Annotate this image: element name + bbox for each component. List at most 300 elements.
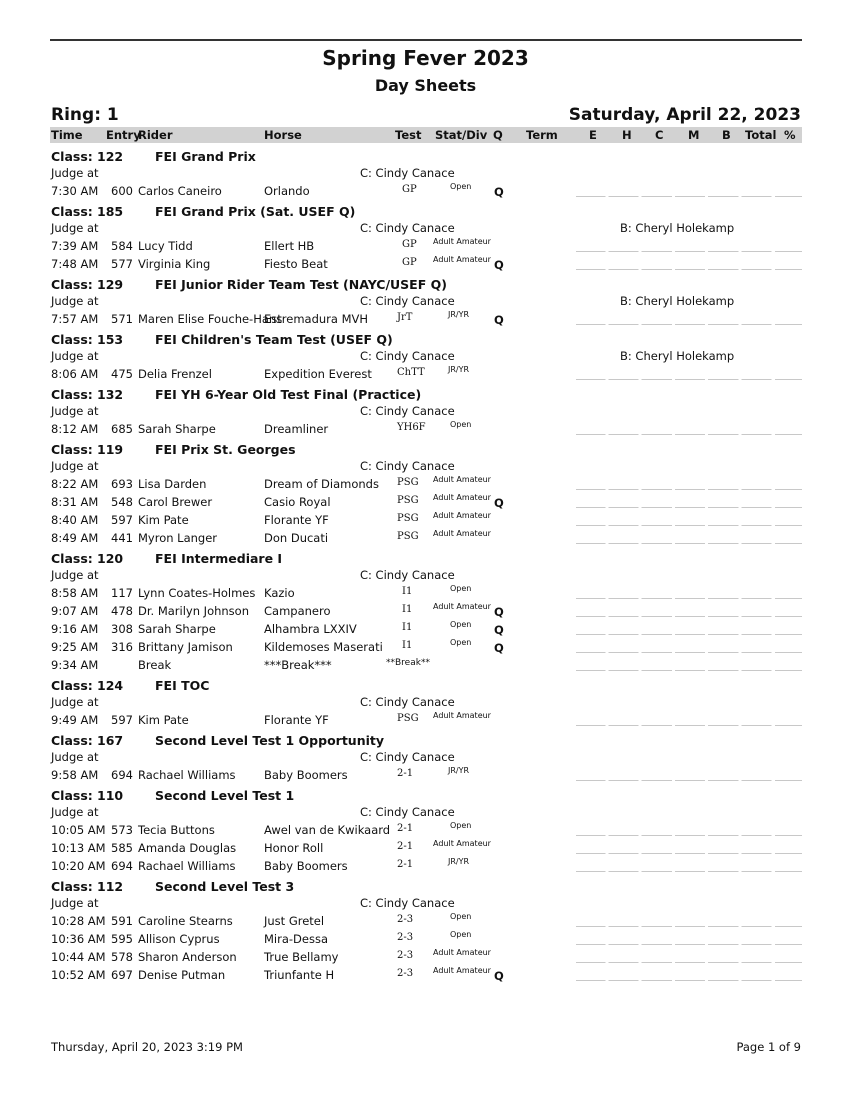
division: JR/YR <box>448 310 470 319</box>
judge-line <box>0 568 851 583</box>
division: Open <box>450 912 472 921</box>
entry-row <box>0 929 851 947</box>
division: Adult Amateur <box>433 511 491 520</box>
rider-name: Break <box>138 658 172 672</box>
horse-name: Expedition Everest <box>264 367 372 381</box>
c-judge: C: Cindy Canace <box>360 805 455 819</box>
entry-row <box>0 309 851 327</box>
entry-number: 600 <box>111 184 133 198</box>
rider-name: Dr. Marilyn Johnson <box>138 604 249 618</box>
class-name: FEI Prix St. Georges <box>155 442 296 457</box>
judge-line <box>0 695 851 710</box>
qualifier-mark: Q <box>494 313 504 327</box>
class-number: 132 <box>97 387 124 402</box>
division: Adult Amateur <box>433 493 491 502</box>
division: Adult Amateur <box>433 237 491 246</box>
horse-name: Campanero <box>264 604 331 618</box>
test-code: 2-1 <box>397 823 414 834</box>
class-number: 129 <box>97 277 124 292</box>
col-test: Test <box>395 128 422 142</box>
score-lines <box>576 725 802 726</box>
score-lines <box>576 853 802 854</box>
horse-name: Alhambra LXXIV <box>264 622 357 636</box>
ride-time: 8:12 AM <box>51 422 99 436</box>
schedule-date: Saturday, April 22, 2023 <box>568 105 801 125</box>
judge-line <box>0 221 851 236</box>
class-label: Class: <box>51 788 93 803</box>
class-section <box>0 551 851 678</box>
score-lines <box>576 926 802 927</box>
class-label: Class: <box>51 442 93 457</box>
entry-row <box>0 474 851 492</box>
horse-name: True Bellamy <box>264 950 339 964</box>
horse-name: Baby Boomers <box>264 768 348 782</box>
division: Open <box>450 821 472 830</box>
horse-name: ***Break*** <box>264 658 332 672</box>
class-label: Class: <box>51 678 93 693</box>
class-label: Class: <box>51 149 93 164</box>
class-list <box>0 149 851 988</box>
c-judge: C: Cindy Canace <box>360 896 455 910</box>
horse-name: Baby Boomers <box>264 859 348 873</box>
b-judge: B: Cheryl Holekamp <box>620 349 735 363</box>
entry-row <box>0 236 851 254</box>
col-m: M <box>688 128 700 142</box>
qualifier-mark: Q <box>494 605 504 619</box>
entry-number: 597 <box>111 513 133 527</box>
judge-line <box>0 166 851 181</box>
c-judge: C: Cindy Canace <box>360 568 455 582</box>
horse-name: Dream of Diamonds <box>264 477 379 491</box>
entry-row <box>0 254 851 272</box>
test-code: 2-3 <box>397 932 414 943</box>
division: Open <box>450 420 472 429</box>
ride-time: 8:40 AM <box>51 513 99 527</box>
class-number: 119 <box>97 442 124 457</box>
judge-line <box>0 349 851 364</box>
horse-name: Just Gretel <box>264 914 325 928</box>
division: Adult Amateur <box>433 529 491 538</box>
judge-at-label: Judge at <box>51 568 99 582</box>
division: Open <box>450 930 472 939</box>
division: Adult Amateur <box>433 602 491 611</box>
judge-at-label: Judge at <box>51 166 99 180</box>
ride-time: 10:44 AM <box>51 950 106 964</box>
division: JR/YR <box>448 857 470 866</box>
col-entry: Entry <box>106 128 141 142</box>
rider-name: Kim Pate <box>138 513 189 527</box>
class-name: FEI TOC <box>155 678 210 693</box>
rider-name: Lucy Tidd <box>138 239 193 253</box>
ride-time: 7:57 AM <box>51 312 99 326</box>
test-code: I1 <box>402 640 413 651</box>
class-heading <box>0 678 851 695</box>
entry-number: 578 <box>111 950 133 964</box>
entry-number: 584 <box>111 239 133 253</box>
entry-number: 577 <box>111 257 133 271</box>
score-lines <box>576 543 802 544</box>
qualifier-mark: Q <box>494 969 504 983</box>
class-heading <box>0 879 851 896</box>
class-section <box>0 879 851 988</box>
class-heading <box>0 277 851 294</box>
entry-number: 573 <box>111 823 133 837</box>
event-title: Spring Fever 2023 <box>322 46 529 70</box>
score-lines <box>576 598 802 599</box>
horse-name: Ellert HB <box>264 239 315 253</box>
score-lines <box>576 980 802 981</box>
score-lines <box>576 434 802 435</box>
col-percent: % <box>784 128 796 142</box>
ride-time: 10:28 AM <box>51 914 106 928</box>
c-judge: C: Cindy Canace <box>360 349 455 363</box>
rider-name: Carlos Caneiro <box>138 184 222 198</box>
entry-row <box>0 820 851 838</box>
class-number: 122 <box>97 149 124 164</box>
c-judge: C: Cindy Canace <box>360 221 455 235</box>
horse-name: Orlando <box>264 184 310 198</box>
entry-row <box>0 528 851 546</box>
qualifier-mark: Q <box>494 623 504 637</box>
rider-name: Denise Putman <box>138 968 226 982</box>
c-judge: C: Cindy Canace <box>360 166 455 180</box>
c-judge: C: Cindy Canace <box>360 695 455 709</box>
rider-name: Sarah Sharpe <box>138 422 216 436</box>
qualifier-mark: Q <box>494 496 504 510</box>
class-heading <box>0 551 851 568</box>
test-code: ChTT <box>397 367 425 378</box>
rider-name: Kim Pate <box>138 713 189 727</box>
test-code: GP <box>402 184 417 195</box>
entry-row <box>0 601 851 619</box>
ride-time: 9:34 AM <box>51 658 99 672</box>
ring-label: Ring: 1 <box>51 105 119 125</box>
entry-number: 548 <box>111 495 133 509</box>
rider-name: Myron Langer <box>138 531 218 545</box>
division: Adult Amateur <box>433 711 491 720</box>
score-lines <box>576 634 802 635</box>
rider-name: Amanda Douglas <box>138 841 237 855</box>
c-judge: C: Cindy Canace <box>360 404 455 418</box>
rider-name: Sarah Sharpe <box>138 622 216 636</box>
rider-name: Lisa Darden <box>138 477 207 491</box>
class-name: Second Level Test 1 Opportunity <box>155 733 384 748</box>
rider-name: Virginia King <box>138 257 211 271</box>
class-label: Class: <box>51 879 93 894</box>
qualifier-mark: Q <box>494 185 504 199</box>
entry-row <box>0 619 851 637</box>
col-horse: Horse <box>264 128 302 142</box>
class-label: Class: <box>51 204 93 219</box>
entry-number: 685 <box>111 422 133 436</box>
b-judge: B: Cheryl Holekamp <box>620 294 735 308</box>
horse-name: Mira-Dessa <box>264 932 329 946</box>
entry-row <box>0 637 851 655</box>
entry-number: 475 <box>111 367 133 381</box>
rider-name: Sharon Anderson <box>138 950 237 964</box>
judge-line <box>0 896 851 911</box>
class-name: FEI Grand Prix <box>155 149 256 164</box>
judge-at-label: Judge at <box>51 750 99 764</box>
horse-name: Florante YF <box>264 713 329 727</box>
division: Open <box>450 584 472 593</box>
division: Open <box>450 620 472 629</box>
rider-name: Rachael Williams <box>138 768 236 782</box>
entry-number: 694 <box>111 859 133 873</box>
division: JR/YR <box>448 766 470 775</box>
score-lines <box>576 525 802 526</box>
class-name: FEI Children's Team Test (USEF Q) <box>155 332 393 347</box>
entry-row <box>0 583 851 601</box>
section-gap <box>0 983 851 988</box>
division: Adult Amateur <box>433 255 491 264</box>
horse-name: Triunfante H <box>264 968 335 982</box>
page-subtitle: Day Sheets <box>374 76 477 95</box>
ride-time: 10:36 AM <box>51 932 106 946</box>
top-rule <box>50 39 802 41</box>
entry-number: 595 <box>111 932 133 946</box>
division: Open <box>450 638 472 647</box>
rider-name: Tecia Buttons <box>138 823 215 837</box>
class-number: 120 <box>97 551 124 566</box>
class-number: 167 <box>97 733 124 748</box>
test-code: PSG <box>397 713 419 724</box>
judge-at-label: Judge at <box>51 896 99 910</box>
test-code: I1 <box>402 586 413 597</box>
entry-row <box>0 181 851 199</box>
score-lines <box>576 871 802 872</box>
class-heading <box>0 149 851 166</box>
horse-name: Fiesto Beat <box>264 257 328 271</box>
ride-time: 9:16 AM <box>51 622 99 636</box>
division: Adult Amateur <box>433 966 491 975</box>
ride-time: 10:20 AM <box>51 859 106 873</box>
test-code: GP <box>402 239 417 250</box>
test-code: YH6F <box>397 422 426 433</box>
test-code: 2-1 <box>397 841 414 852</box>
horse-name: Casio Royal <box>264 495 331 509</box>
class-name: FEI Junior Rider Team Test (NAYC/USEF Q) <box>155 277 447 292</box>
class-section <box>0 442 851 551</box>
horse-name: Florante YF <box>264 513 329 527</box>
ride-time: 8:06 AM <box>51 367 99 381</box>
rider-name: Brittany Jamison <box>138 640 233 654</box>
score-lines <box>576 780 802 781</box>
c-judge: C: Cindy Canace <box>360 750 455 764</box>
entry-row <box>0 965 851 983</box>
class-label: Class: <box>51 387 93 402</box>
score-lines <box>576 835 802 836</box>
qualifier-mark: Q <box>494 258 504 272</box>
test-code: PSG <box>397 531 419 542</box>
qualifier-mark: Q <box>494 641 504 655</box>
test-code: GP <box>402 257 417 268</box>
horse-name: Estremadura MVH <box>264 312 369 326</box>
class-name: FEI Intermediare I <box>155 551 283 566</box>
entry-number: 117 <box>111 586 133 600</box>
col-q: Q <box>493 128 503 142</box>
judge-at-label: Judge at <box>51 404 99 418</box>
entry-number: 597 <box>111 713 133 727</box>
col-c: C <box>655 128 664 142</box>
col-e: E <box>589 128 597 142</box>
class-section <box>0 788 851 879</box>
class-label: Class: <box>51 733 93 748</box>
judge-at-label: Judge at <box>51 294 99 308</box>
class-name: Second Level Test 3 <box>155 879 295 894</box>
ride-time: 8:58 AM <box>51 586 99 600</box>
entry-row <box>0 765 851 783</box>
horse-name: Kazio <box>264 586 295 600</box>
class-section <box>0 204 851 277</box>
entry-number: 571 <box>111 312 133 326</box>
class-number: 112 <box>97 879 124 894</box>
judge-line <box>0 294 851 309</box>
test-code: 2-1 <box>397 859 414 870</box>
ride-time: 10:05 AM <box>51 823 106 837</box>
horse-name: Don Ducati <box>264 531 329 545</box>
class-section <box>0 733 851 788</box>
col-stat-div: Stat/Div <box>435 128 488 142</box>
ride-time: 8:49 AM <box>51 531 99 545</box>
ride-time: 9:25 AM <box>51 640 99 654</box>
ride-time: 10:52 AM <box>51 968 106 982</box>
entry-row <box>0 838 851 856</box>
judge-at-label: Judge at <box>51 459 99 473</box>
rider-name: Carol Brewer <box>138 495 213 509</box>
class-section <box>0 387 851 442</box>
page-number: Page 1 of 9 <box>736 1040 801 1054</box>
col-time: Time <box>51 128 83 142</box>
col-term: Term <box>526 128 558 142</box>
class-number: 185 <box>97 204 124 219</box>
score-lines <box>576 507 802 508</box>
ride-time: 7:39 AM <box>51 239 99 253</box>
horse-name: Awel van de Kwikaard <box>264 823 391 837</box>
entry-number: 694 <box>111 768 133 782</box>
entry-row <box>0 710 851 728</box>
c-judge: C: Cindy Canace <box>360 294 455 308</box>
ride-time: 7:30 AM <box>51 184 99 198</box>
judge-at-label: Judge at <box>51 349 99 363</box>
test-code: JrT <box>397 312 413 323</box>
horse-name: Kildemoses Maserati <box>264 640 383 654</box>
entry-number: 693 <box>111 477 133 491</box>
class-number: 124 <box>97 678 124 693</box>
col-b: B <box>722 128 731 142</box>
ride-time: 9:07 AM <box>51 604 99 618</box>
class-section <box>0 149 851 204</box>
entry-number: 316 <box>111 640 133 654</box>
judge-line <box>0 805 851 820</box>
class-number: 153 <box>97 332 124 347</box>
score-lines <box>576 269 802 270</box>
entry-row <box>0 510 851 528</box>
class-heading <box>0 204 851 221</box>
rider-name: Allison Cyprus <box>138 932 220 946</box>
print-timestamp: Thursday, April 20, 2023 3:19 PM <box>51 1040 243 1054</box>
entry-row <box>0 911 851 929</box>
class-label: Class: <box>51 332 93 347</box>
entry-row <box>0 655 851 673</box>
ride-time: 8:31 AM <box>51 495 99 509</box>
horse-name: Honor Roll <box>264 841 324 855</box>
class-heading <box>0 788 851 805</box>
ride-time: 7:48 AM <box>51 257 99 271</box>
test-code: 2-3 <box>397 968 414 979</box>
judge-line <box>0 750 851 765</box>
score-lines <box>576 251 802 252</box>
class-label: Class: <box>51 277 93 292</box>
entry-number: 478 <box>111 604 133 618</box>
class-section <box>0 678 851 733</box>
judge-at-label: Judge at <box>51 221 99 235</box>
entry-number: 441 <box>111 531 133 545</box>
score-lines <box>576 652 802 653</box>
class-section <box>0 277 851 332</box>
class-name: Second Level Test 1 <box>155 788 295 803</box>
entry-row <box>0 947 851 965</box>
test-code: 2-3 <box>397 950 414 961</box>
judge-line <box>0 404 851 419</box>
b-judge: B: Cheryl Holekamp <box>620 221 735 235</box>
division: Adult Amateur <box>433 839 491 848</box>
class-number: 110 <box>97 788 124 803</box>
judge-at-label: Judge at <box>51 805 99 819</box>
score-lines <box>576 324 802 325</box>
test-code: PSG <box>397 495 419 506</box>
rider-name: Caroline Stearns <box>138 914 233 928</box>
judge-line <box>0 459 851 474</box>
ride-time: 8:22 AM <box>51 477 99 491</box>
class-heading <box>0 733 851 750</box>
entry-number: 591 <box>111 914 133 928</box>
class-heading <box>0 332 851 349</box>
division: JR/YR <box>448 365 470 374</box>
test-code: **Break** <box>386 658 430 668</box>
score-lines <box>576 670 802 671</box>
test-code: 2-1 <box>397 768 414 779</box>
horse-name: Dreamliner <box>264 422 329 436</box>
division: Adult Amateur <box>433 948 491 957</box>
judge-at-label: Judge at <box>51 695 99 709</box>
ride-time: 9:58 AM <box>51 768 99 782</box>
c-judge: C: Cindy Canace <box>360 459 455 473</box>
entry-row <box>0 364 851 382</box>
rider-name: Delia Frenzel <box>138 367 212 381</box>
column-header-bar <box>50 127 802 143</box>
score-lines <box>576 616 802 617</box>
test-code: 2-3 <box>397 914 414 925</box>
class-heading <box>0 387 851 404</box>
score-lines <box>576 489 802 490</box>
class-name: FEI YH 6-Year Old Test Final (Practice) <box>155 387 422 402</box>
col-total: Total <box>745 128 777 142</box>
ride-time: 9:49 AM <box>51 713 99 727</box>
entry-row <box>0 419 851 437</box>
col-h: H <box>622 128 632 142</box>
col-rider: Rider <box>138 128 173 142</box>
score-lines <box>576 196 802 197</box>
test-code: PSG <box>397 477 419 488</box>
test-code: PSG <box>397 513 419 524</box>
score-lines <box>576 379 802 380</box>
class-label: Class: <box>51 551 93 566</box>
entry-number: 308 <box>111 622 133 636</box>
score-lines <box>576 944 802 945</box>
division: Open <box>450 182 472 191</box>
rider-name: Lynn Coates-Holmes <box>138 586 256 600</box>
